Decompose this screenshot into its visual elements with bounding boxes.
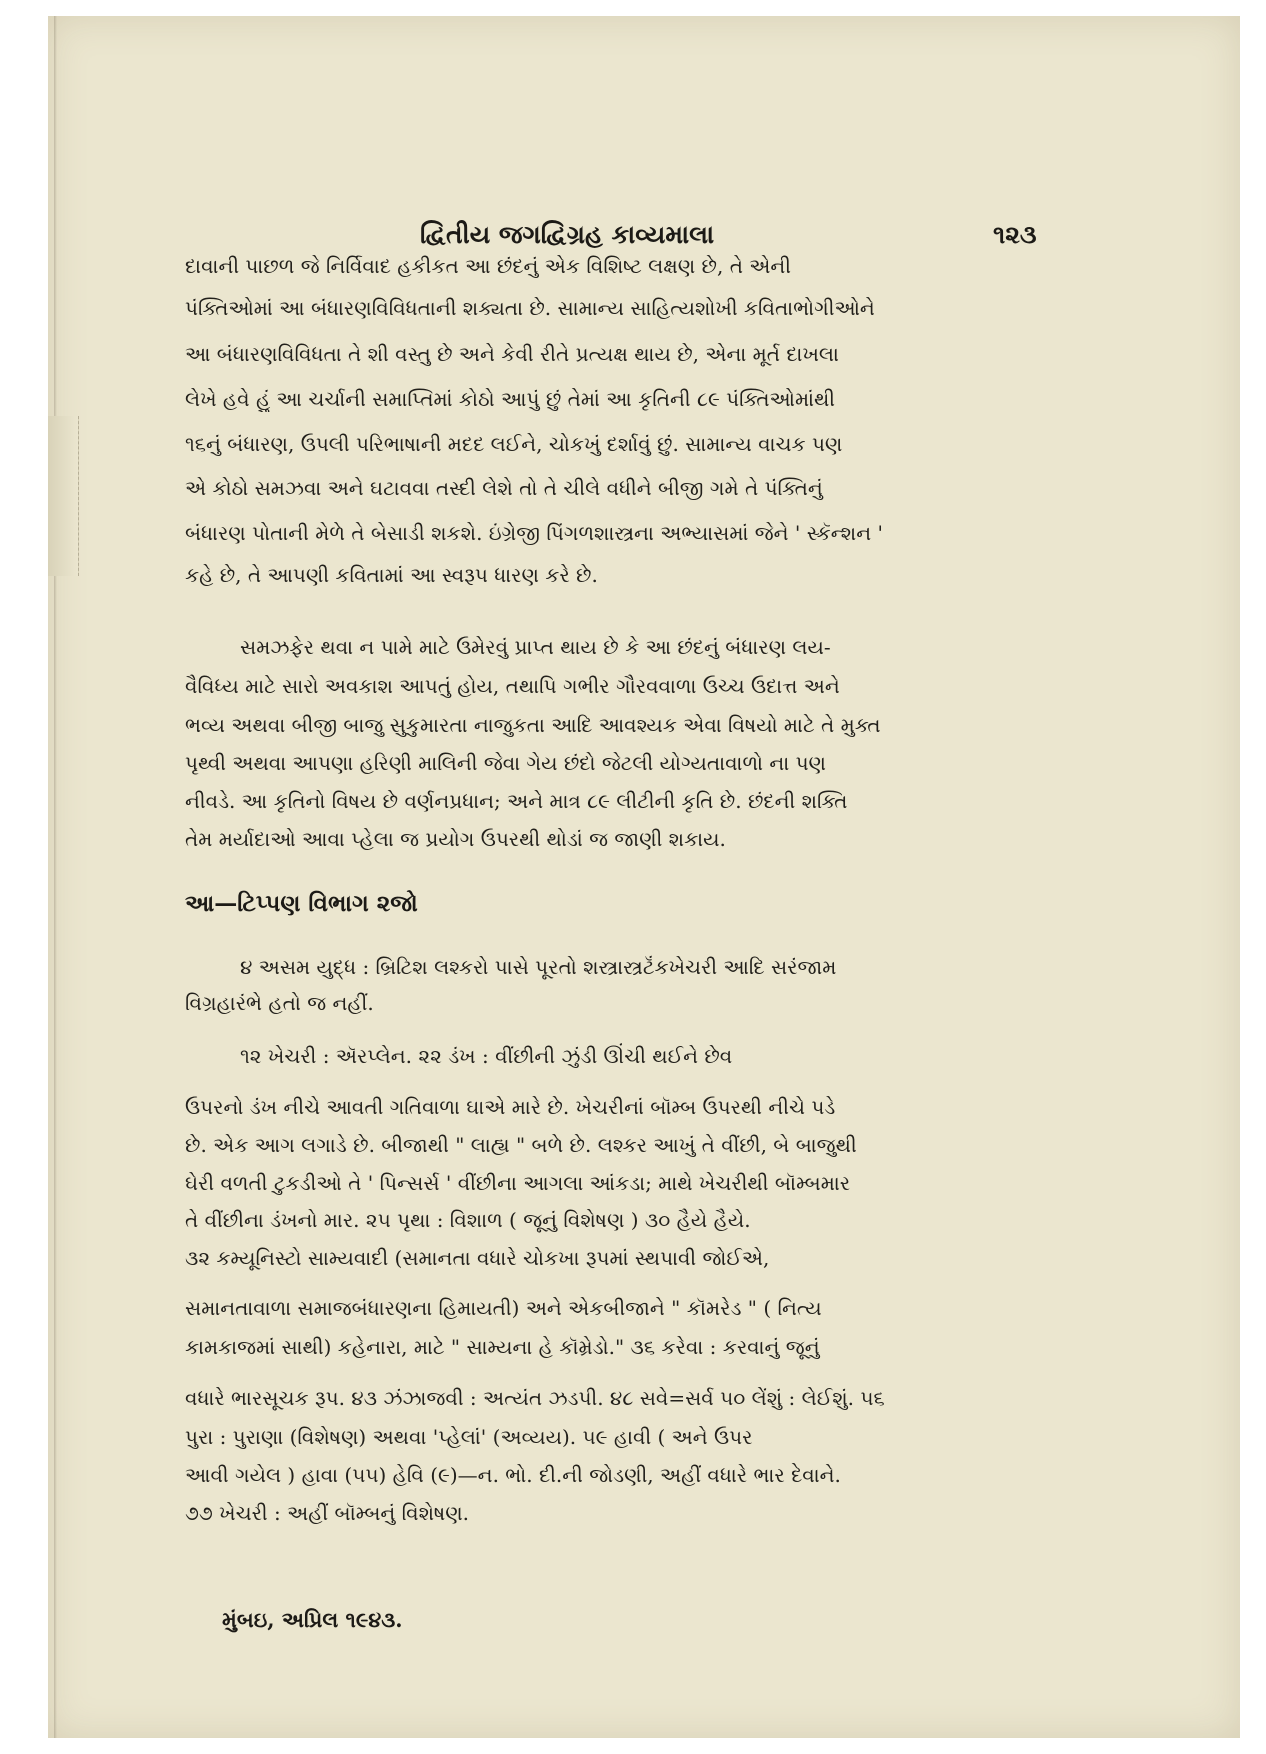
footer-place-date: મુંબઇ, અપ્રિલ ૧૯૪૩. (222, 1607, 403, 1632)
note-line: સમાનતાવાળા સમાજબંધારણના હિમાયતી) અને એકબીજાને " કૉમરેડ " ( નિત્ય (185, 1296, 822, 1320)
paragraph2-line: સમઝફેર થવા ન પામે માટે ઉમેરવું પ્રાપ્ત થાય છે કે આ છંદનું બંધારણ લય- (240, 635, 831, 659)
paragraph1-line: દાવાની પાછળ જે નિર્વિવાદ હકીકત આ છંદનું એક વિશિષ્ટ લક્ષણ છે, તે એની (185, 254, 792, 278)
paragraph1-line: પંક્તિઓમાં આ બંધારણવિવિધતાની શક્યતા છે. સામાન્ય સાહિત્યશોખી કવિતાભોગીઓને (185, 296, 875, 320)
note-line: વધારે ભારસૂચક રૂપ. ૪૩ ઝંઝાજવી : અત્યંત ઝડપી. ૪૮ સવે=સર્વ ૫૦ લેંશું : લેઈશું. ૫૬ (185, 1386, 885, 1410)
note-line: વિગ્રહારંભે હતો જ નહીં. (185, 991, 374, 1015)
note-line: ઘેરી વળતી ટુકડીઓ તે ' પિન્સર્સ ' વીંછીના આગલા આંકડા; માથે ખેચરીથી બૉમ્બમાર (185, 1171, 851, 1195)
note-line: છે. એક આગ લગાડે છે. બીજાથી " લાહ્ય " બળે છે. લશ્કર આખું તે વીંછી, બે બાજુથી (185, 1133, 857, 1157)
torn-edge (48, 416, 79, 576)
running-header: દ્વિતીય જગદ્વિગ્રહ કાવ્યમાલા (420, 220, 715, 249)
note-line: આવી ગયેલ ) હાવા (૫૫) હેવિ (૯)—ન. ભો. દી.ની જોડણી, અહીં વધારે ભાર દેવાને. (185, 1463, 841, 1487)
note-line: ૧૨ ખેચરી : ઍરપ્લેન. ૨૨ ડંખ : વીંછીની ઝુંડી ઊંચી થઈને છેવ (240, 1044, 733, 1068)
paragraph1-line: એ કોઠો સમઝવા અને ઘટાવવા તસ્દી લેશે તો તે ચીલે વધીને બીજી ગમે તે પંક્તિનું (185, 476, 823, 500)
page-number: ૧૨૩ (993, 220, 1037, 249)
paragraph2-line: ભવ્ય અથવા બીજી બાજુ સુકુમારતા નાજુકતા આદિ આવશ્યક એવા વિષયો માટે તે મુક્ત (185, 713, 881, 737)
note-line: ૪ અસમ યુદ્ધ : બ્રિટિશ લશ્કરો પાસે પૂરતો શસ્ત્રાસ્ત્રટૅંકખેચરી આદિ સરંજામ (240, 955, 837, 979)
paragraph1-line: લેખે હવે હું આ ચર્ચાની સમાપ્તિમાં કોઠો આપું છું તેમાં આ કૃતિની ૮૯ પંક્તિઓમાંથી (185, 387, 836, 411)
note-line: ૭૭ ખેચરી : અહીં બૉમ્બનું વિશેષણ. (185, 1501, 470, 1525)
note-line: ઉપરનો ડંખ નીચે આવતી ગતિવાળા ઘાએ મારે છે. ખેચરીનાં બૉમ્બ ઉપરથી નીચે પડે (185, 1095, 836, 1119)
note-line: કામકાજમાં સાથી) કહેનારા, માટે " સામ્યના હે કૉમ્રેડો." ૩૬ કરેવા : કરવાનું જૂનું (185, 1335, 820, 1359)
note-line: ૩૨ કમ્યૂનિસ્ટો સામ્યવાદી (સમાનતા વધારે ચોકખા રૂપમાં સ્થપાવી જોઈએ, (185, 1246, 770, 1270)
paragraph1-line: બંધારણ પોતાની મેળે તે બેસાડી શકશે. ઇંગ્રેજી પિંગળશાસ્ત્રના અભ્યાસમાં જેને ' સ્કૅન્શન ' (185, 521, 883, 545)
section-heading: આ—ટિપ્પણ વિભાગ ૨જો (185, 890, 418, 917)
paragraph1-line: આ બંધારણવિવિધતા તે શી વસ્તુ છે અને કેવી રીતે પ્રત્યક્ષ થાય છે, એના મૂર્ત દાખલા (185, 342, 839, 366)
paragraph2-line: વૈવિધ્ય માટે સારો અવકાશ આપતું હોય, તથાપિ ગભીર ગૌરવવાળા ઉચ્ચ ઉદાત્ત અને (185, 674, 840, 698)
page-crease (54, 16, 57, 1738)
paragraph2-line: તેમ મર્યાદાઓ આવા પ્હેલા જ પ્રયોગ ઉપરથી થોડાં જ જાણી શકાય. (185, 827, 726, 851)
note-line: પુરા : પુરાણા (વિશેષણ) અથવા 'પ્હેલાં' (અવ્યય). ૫૯ હાવી ( અને ઉપર (185, 1425, 753, 1449)
paragraph1-line: ૧૬નું બંધારણ, ઉપલી પરિભાષાની મદદ લઈને, ચોકખું દર્શાવું છું. સામાન્ય વાચક પણ (185, 432, 843, 456)
paragraph1-line: કહે છે, તે આપણી કવિતામાં આ સ્વરૂપ ધારણ કરે છે. (185, 563, 598, 587)
note-line: તે વીંછીના ડંખનો માર. ૨૫ પૃથા : વિશાળ ( જૂનું વિશેષણ ) ૩૦ હૈયે હૈયે. (185, 1208, 751, 1232)
paragraph2-line: નીવડે. આ કૃતિનો વિષય છે વર્ણનપ્રધાન; અને માત્ર ૮૯ લીટીની કૃતિ છે. છંદની શક્તિ (185, 789, 848, 813)
paragraph2-line: પૃથ્વી અથવા આપણા હરિણી માલિની જેવા ગેય છંદો જેટલી યોગ્યતાવાળો ના પણ (185, 751, 826, 775)
